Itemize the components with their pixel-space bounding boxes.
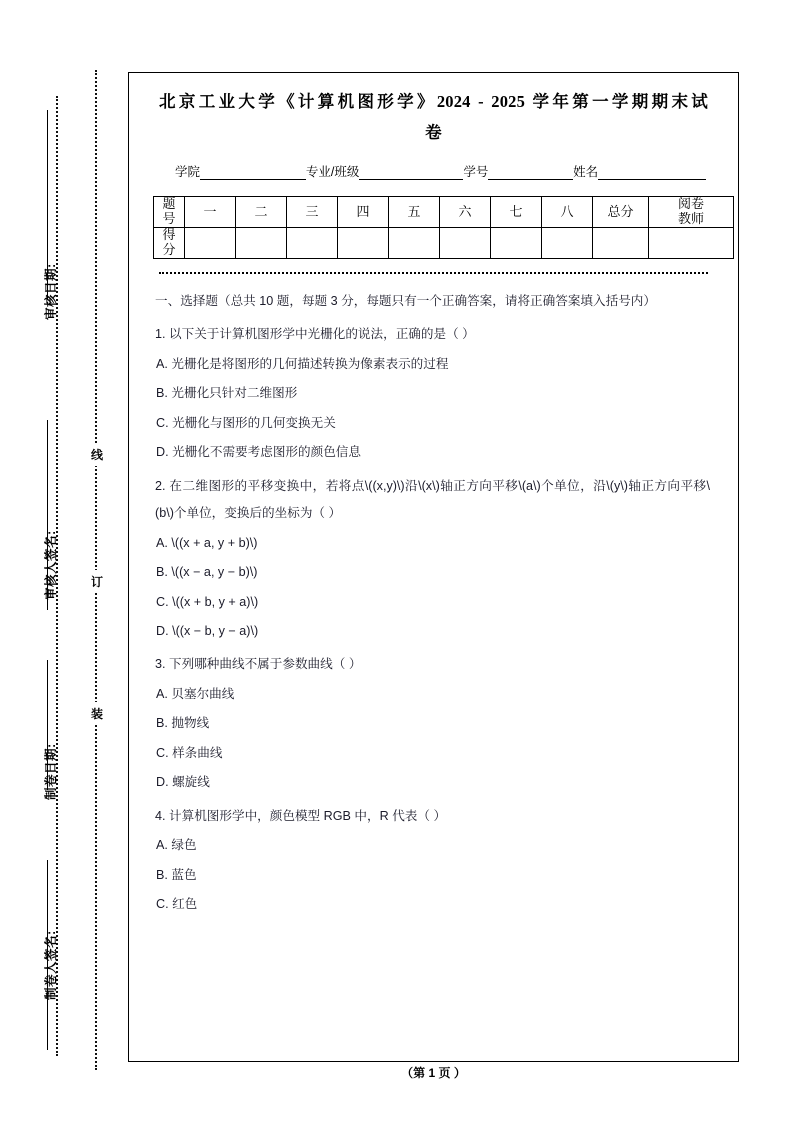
col-header-grading-teacher bbox=[649, 197, 734, 228]
col-header-8: 八 bbox=[542, 197, 593, 228]
question-3-option-c[interactable]: C. 样条曲线 bbox=[156, 745, 223, 760]
score-cell-4[interactable] bbox=[338, 228, 389, 259]
table-row-question-numbers bbox=[154, 197, 734, 228]
row-header-q-char2: 号 bbox=[162, 211, 176, 227]
college-input[interactable] bbox=[200, 166, 306, 180]
question-1-option-d[interactable]: D. 光栅化不需要考虑图形的颜色信息 bbox=[156, 445, 361, 460]
page-title-line2: 卷 bbox=[425, 122, 442, 142]
student-info-row bbox=[153, 162, 714, 180]
row-header-s-char1: 得 bbox=[162, 227, 176, 243]
paper-maker-signature-text: 制卷人签名: bbox=[44, 930, 58, 1000]
question-2-option-c[interactable]: C. \((x + b, y + a)\) bbox=[156, 594, 259, 609]
section-heading: 一、选择题（总共 10 题，每题 3 分，每题只有一个正确答案，请将正确答案填入括号内） bbox=[155, 294, 656, 309]
question-2-option-a[interactable]: A. \((x + a, y + b)\) bbox=[156, 535, 258, 550]
row-header-question-number bbox=[154, 197, 185, 228]
score-cell-2[interactable] bbox=[236, 228, 287, 259]
col-header-7: 七 bbox=[491, 197, 542, 228]
exam-content bbox=[153, 288, 714, 919]
question-3-option-b[interactable]: B. 抛物线 bbox=[156, 716, 210, 731]
student-id-label: 学号 bbox=[463, 165, 489, 180]
question-3-option-d[interactable]: D. 螺旋线 bbox=[156, 775, 210, 790]
question-3-option-a[interactable]: A. 贝塞尔曲线 bbox=[156, 686, 235, 701]
row-header-s-char2: 分 bbox=[162, 242, 176, 258]
question-4-option-b[interactable]: B. 蓝色 bbox=[156, 867, 197, 882]
score-cell-3[interactable] bbox=[287, 228, 338, 259]
question-4-option-c[interactable]: C. 红色 bbox=[156, 897, 198, 912]
question-2-option-b[interactable]: B. \((x − a, y − b)\) bbox=[156, 565, 258, 580]
student-id-input[interactable] bbox=[488, 166, 573, 180]
exam-paper-body bbox=[128, 72, 739, 1062]
question-stem-1: 1. 以下关于计算机图形学中光栅化的说法，正确的是（ ） bbox=[155, 327, 475, 342]
section-divider bbox=[159, 272, 708, 274]
paper-made-date-text: 制卷日期: bbox=[44, 743, 58, 800]
binding-word-bind: 订 bbox=[88, 570, 106, 593]
question-stem-4: 4. 计算机图形学中，颜色模型 RGB 中，R 代表（ ） bbox=[155, 808, 447, 823]
score-cell-5[interactable] bbox=[389, 228, 440, 259]
question-4-option-a[interactable]: A. 绿色 bbox=[156, 838, 197, 853]
question-stem-2: 2. 在二维图形的平移变换中，若将点\((x,y)\)沿\(x\)轴正方向平移\(a\)个单位，沿\(y\)轴正方向平移\(b\)个单位，变换后的坐标为（ ） bbox=[155, 478, 710, 521]
major-class-label: 专业/班级 bbox=[305, 165, 360, 180]
col-header-2: 二 bbox=[236, 197, 287, 228]
score-cell-teacher[interactable] bbox=[649, 228, 734, 259]
binding-word-line: 线 bbox=[88, 443, 106, 466]
col-header-5: 五 bbox=[389, 197, 440, 228]
binding-word-assemble: 装 bbox=[88, 702, 106, 725]
score-cell-6[interactable] bbox=[440, 228, 491, 259]
teacher-header-line2: 教师 bbox=[677, 211, 704, 227]
page-footer: （第 1 页 ） bbox=[401, 1066, 466, 1080]
review-date-text: 审核日期: bbox=[44, 263, 58, 320]
major-class-input[interactable] bbox=[359, 166, 463, 180]
row-header-score bbox=[154, 228, 185, 259]
college-label: 学院 bbox=[175, 165, 201, 180]
question-1-option-a[interactable]: A. 光栅化是将图形的几何描述转换为像素表示的过程 bbox=[156, 356, 449, 371]
page-title-line1: 北京工业大学《计算机图形学》2024 - 2025 学年第一学期期末试 bbox=[159, 92, 708, 111]
left-binding-margin bbox=[0, 0, 128, 1122]
score-cell-1[interactable] bbox=[185, 228, 236, 259]
row-header-q-char1: 题 bbox=[162, 196, 176, 212]
question-stem-3: 3. 下列哪种曲线不属于参数曲线（ ） bbox=[155, 657, 362, 672]
question-1-option-c[interactable]: C. 光栅化与图形的几何变换无关 bbox=[156, 415, 336, 430]
score-cell-total[interactable] bbox=[593, 228, 649, 259]
name-label: 姓名 bbox=[573, 165, 599, 180]
col-header-1: 一 bbox=[185, 197, 236, 228]
score-cell-8[interactable] bbox=[542, 228, 593, 259]
name-input[interactable] bbox=[598, 166, 706, 180]
question-2-option-d[interactable]: D. \((x − b, y − a)\) bbox=[156, 624, 259, 639]
score-cell-7[interactable] bbox=[491, 228, 542, 259]
page-title bbox=[159, 87, 708, 148]
col-header-3: 三 bbox=[287, 197, 338, 228]
score-table bbox=[153, 196, 734, 259]
table-row-scores bbox=[154, 228, 734, 259]
col-header-total: 总分 bbox=[593, 197, 649, 228]
col-header-4: 四 bbox=[338, 197, 389, 228]
col-header-6: 六 bbox=[440, 197, 491, 228]
question-1-option-b[interactable]: B. 光栅化只针对二维图形 bbox=[156, 386, 298, 401]
teacher-header-line1: 阅卷 bbox=[677, 196, 704, 212]
reviewer-signature-text: 审核人签名: bbox=[44, 530, 58, 600]
